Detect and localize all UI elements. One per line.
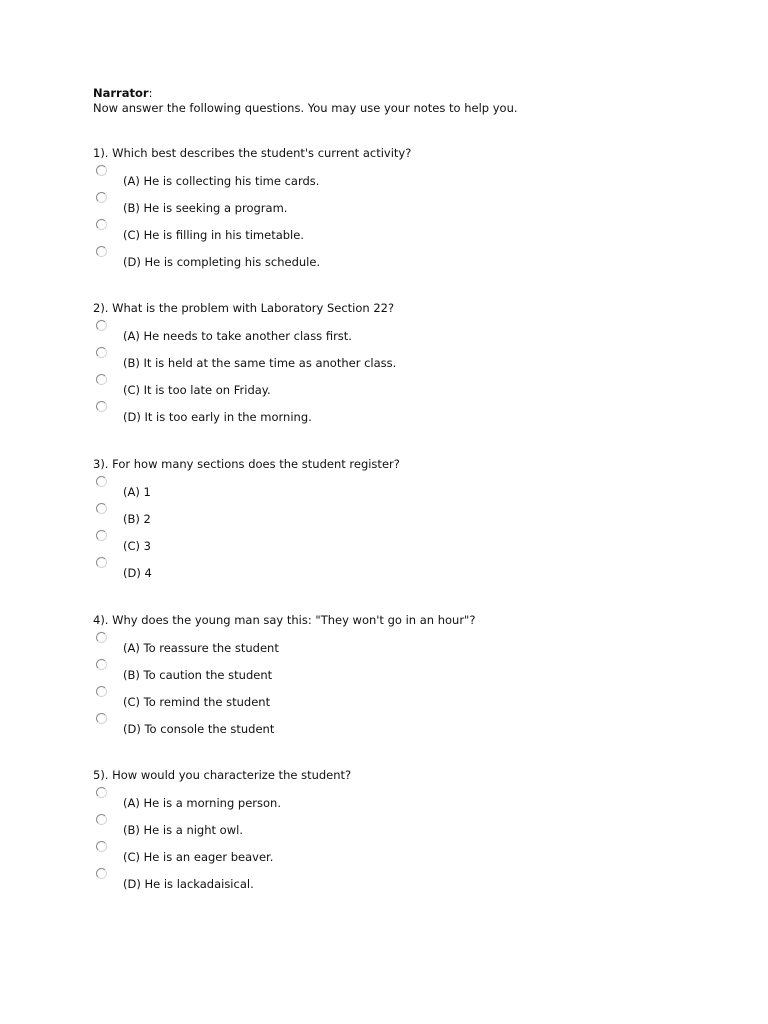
narrator-colon: : <box>148 86 153 100</box>
option-label: (D) 4 <box>123 566 152 580</box>
answer-option-a[interactable] <box>93 628 733 655</box>
question-4 <box>93 612 733 736</box>
narrator-block <box>93 86 518 116</box>
radio-button[interactable] <box>96 347 107 358</box>
question-text: 5). How would you characterize the student? <box>93 768 352 782</box>
radio-button[interactable] <box>96 814 107 825</box>
answer-option-a[interactable] <box>93 783 733 810</box>
radio-button[interactable] <box>96 165 107 176</box>
option-label: (B) 2 <box>123 512 151 526</box>
radio-button[interactable] <box>96 686 107 697</box>
answer-option-b[interactable] <box>93 655 733 682</box>
question-2 <box>93 300 733 424</box>
radio-button[interactable] <box>96 787 107 798</box>
radio-button[interactable] <box>96 868 107 879</box>
radio-button[interactable] <box>96 503 107 514</box>
option-label: (C) He is filling in his timetable. <box>123 228 304 242</box>
answer-option-c[interactable] <box>93 215 733 242</box>
radio-button[interactable] <box>96 841 107 852</box>
answer-option-b[interactable] <box>93 499 733 526</box>
question-text: 2). What is the problem with Laboratory Section 22? <box>93 301 395 315</box>
option-label: (A) He is a morning person. <box>123 796 281 810</box>
radio-button[interactable] <box>96 246 107 257</box>
answer-option-b[interactable] <box>93 188 733 215</box>
option-label: (C) It is too late on Friday. <box>123 383 271 397</box>
narrator-instruction: Now answer the following questions. You may use your notes to help you. <box>93 101 518 115</box>
answer-option-d[interactable] <box>93 864 733 891</box>
option-label: (C) He is an eager beaver. <box>123 850 274 864</box>
radio-button[interactable] <box>96 192 107 203</box>
option-label: (D) He is completing his schedule. <box>123 255 321 269</box>
answer-option-c[interactable] <box>93 837 733 864</box>
option-label: (B) He is seeking a program. <box>123 201 288 215</box>
answer-option-b[interactable] <box>93 810 733 837</box>
answer-option-b[interactable] <box>93 343 733 370</box>
radio-button[interactable] <box>96 476 107 487</box>
answer-option-d[interactable] <box>93 397 733 424</box>
option-label: (A) He is collecting his time cards. <box>123 174 320 188</box>
radio-button[interactable] <box>96 374 107 385</box>
option-label: (A) 1 <box>123 485 151 499</box>
answer-option-c[interactable] <box>93 526 733 553</box>
radio-button[interactable] <box>96 557 107 568</box>
radio-button[interactable] <box>96 659 107 670</box>
answer-option-a[interactable] <box>93 472 733 499</box>
radio-button[interactable] <box>96 401 107 412</box>
question-text: 1). Which best describes the student's current activity? <box>93 146 412 160</box>
option-label: (C) To remind the student <box>123 695 271 709</box>
radio-button[interactable] <box>96 530 107 541</box>
answer-option-a[interactable] <box>93 161 733 188</box>
option-label: (D) It is too early in the morning. <box>123 410 312 424</box>
option-label: (B) To caution the student <box>123 668 273 682</box>
radio-button[interactable] <box>96 219 107 230</box>
answer-option-c[interactable] <box>93 370 733 397</box>
question-text: 3). For how many sections does the student register? <box>93 457 400 471</box>
radio-button[interactable] <box>96 632 107 643</box>
narrator-heading <box>93 86 518 101</box>
answer-option-d[interactable] <box>93 242 733 269</box>
answer-option-c[interactable] <box>93 682 733 709</box>
option-label: (B) He is a night owl. <box>123 823 243 837</box>
answer-option-a[interactable] <box>93 316 733 343</box>
radio-button[interactable] <box>96 713 107 724</box>
answer-option-d[interactable] <box>93 553 733 580</box>
question-text: 4). Why does the young man say this: "They won't go in an hour"? <box>93 613 476 627</box>
question-1 <box>93 145 733 269</box>
option-label: (A) To reassure the student <box>123 641 279 655</box>
question-5 <box>93 767 733 891</box>
option-label: (C) 3 <box>123 539 151 553</box>
answer-option-d[interactable] <box>93 709 733 736</box>
option-label: (D) To console the student <box>123 722 275 736</box>
option-label: (A) He needs to take another class first. <box>123 329 352 343</box>
question-3 <box>93 456 733 580</box>
option-label: (D) He is lackadaisical. <box>123 877 254 891</box>
narrator-label: Narrator <box>93 86 149 100</box>
option-label: (B) It is held at the same time as another class. <box>123 356 397 370</box>
radio-button[interactable] <box>96 320 107 331</box>
